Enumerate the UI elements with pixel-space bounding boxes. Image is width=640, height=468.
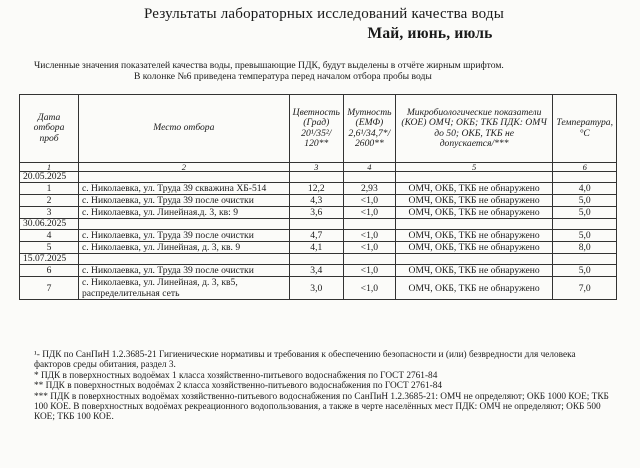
turbidity-value: <1,0 (343, 265, 395, 277)
sample-date: 30.06.2025 (20, 219, 79, 230)
footnote-1: ¹- ПДК по СанПиН 1.2.3685-21 Гигиенические нормативы и требования к обеспечению безопасности и (или) безвредности для человека факторов среды обитания, раздел 3. (34, 350, 576, 371)
intro-text (34, 60, 624, 82)
turbidity-value: 2,93 (343, 183, 395, 195)
table-row (20, 183, 617, 195)
turbidity-value: <1,0 (343, 230, 395, 242)
row-number: 2 (20, 195, 79, 207)
empty-cell (343, 219, 395, 230)
empty-cell (289, 254, 343, 265)
empty-cell (553, 219, 617, 230)
empty-cell (78, 219, 289, 230)
report-title-line1: Результаты лабораторных исследований качества воды (143, 6, 505, 22)
turbidity-value: <1,0 (343, 207, 395, 219)
header-color: Цветность (Град) 20¹/35²/ 120** (289, 95, 343, 163)
table-row (20, 242, 617, 254)
temp-value: 5,0 (553, 230, 617, 242)
sample-place: с. Николаевка, ул. Линейная, д. 3, кв5, распределительная сеть (78, 277, 289, 300)
micro-value: ОМЧ, ОКБ, ТКБ не обнаружено (395, 195, 553, 207)
color-value: 4,3 (289, 195, 343, 207)
intro-line2: В колонке №6 приведена температура перед началом отбора пробы воды (134, 71, 432, 82)
temp-value: 4,0 (553, 183, 617, 195)
table-row (20, 230, 617, 242)
col-number: 4 (343, 163, 395, 172)
turbidity-value: <1,0 (343, 277, 395, 300)
row-number: 1 (20, 183, 79, 195)
micro-value: ОМЧ, ОКБ, ТКБ не обнаружено (395, 277, 553, 300)
sample-place: с. Николаевка, ул. Линейная, д. 3, кв. 9 (78, 242, 289, 254)
row-number: 3 (20, 207, 79, 219)
color-value: 12,2 (289, 183, 343, 195)
date-row (20, 254, 617, 265)
header-micro: Микробиологические показатели (КОЕ) ОМЧ; ОКБ; ТКБ ПДК: ОМЧ до 50; ОКБ, ТКБ не допускается/*** (395, 95, 553, 163)
micro-value: ОМЧ, ОКБ, ТКБ не обнаружено (395, 207, 553, 219)
empty-cell (78, 254, 289, 265)
table-body (20, 163, 617, 300)
temp-value: 7,0 (553, 277, 617, 300)
col-number: 6 (553, 163, 617, 172)
temp-value: 5,0 (553, 207, 617, 219)
empty-cell (289, 172, 343, 183)
empty-cell (343, 172, 395, 183)
header-date: Дата отбора проб (20, 95, 79, 163)
col-number: 3 (289, 163, 343, 172)
row-number: 7 (20, 277, 79, 300)
table-row (20, 195, 617, 207)
empty-cell (343, 254, 395, 265)
table-row (20, 207, 617, 219)
col-number: 2 (78, 163, 289, 172)
footnote-2: * ПДК в поверхностных водоёмах 1 класса хозяйственно-питьевого водоснабжения по ГОСТ 2761-84 (34, 370, 438, 381)
row-number: 5 (20, 242, 79, 254)
empty-cell (395, 254, 553, 265)
color-value: 4,7 (289, 230, 343, 242)
micro-value: ОМЧ, ОКБ, ТКБ не обнаружено (395, 242, 553, 254)
table-row (20, 277, 617, 300)
results-table (19, 94, 617, 300)
sample-place: с. Николаевка, ул. Труда 39 скважина ХБ-514 (78, 183, 289, 195)
color-value: 3,0 (289, 277, 343, 300)
temp-value: 5,0 (553, 195, 617, 207)
report-title-line2: Май, июнь, июль (367, 25, 493, 42)
table-header-row (20, 95, 617, 163)
date-row (20, 172, 617, 183)
table-row (20, 265, 617, 277)
color-value: 3,4 (289, 265, 343, 277)
row-number: 6 (20, 265, 79, 277)
color-value: 4,1 (289, 242, 343, 254)
header-temp: Температура, °С (553, 95, 617, 163)
sample-date: 20.05.2025 (20, 172, 79, 183)
footnote-4: *** ПДК в поверхностных водоёмах хозяйственно-питьевого водоснабжения по СанПиН 1.2.3685-21: ОМЧ не определяют; ОКБ 1000 КОЕ; ТКБ 100 КОЕ. В поверхностных водоёмах рекреационного водопользования, а также в черте населённых мест ПДК: ОМЧ не определяют; ОКБ 500 КОЕ; ТКБ 100 КОЕ. (34, 391, 609, 423)
date-row (20, 219, 617, 230)
header-place: Место отбора (78, 95, 289, 163)
temp-value: 8,0 (553, 242, 617, 254)
empty-cell (553, 172, 617, 183)
empty-cell (553, 254, 617, 265)
empty-cell (395, 219, 553, 230)
sample-place: с. Николаевка, ул. Труда 39 после очистки (78, 195, 289, 207)
empty-cell (78, 172, 289, 183)
sample-date: 15.07.2025 (20, 254, 79, 265)
color-value: 3,6 (289, 207, 343, 219)
micro-value: ОМЧ, ОКБ, ТКБ не обнаружено (395, 265, 553, 277)
footnotes (34, 350, 614, 423)
micro-value: ОМЧ, ОКБ, ТКБ не обнаружено (395, 230, 553, 242)
col-number: 1 (20, 163, 79, 172)
micro-value: ОМЧ, ОКБ, ТКБ не обнаружено (395, 183, 553, 195)
empty-cell (395, 172, 553, 183)
col-number: 5 (395, 163, 553, 172)
empty-cell (289, 219, 343, 230)
header-turbidity: Мутность (ЕМФ) 2,6¹/34,7*/ 2600** (343, 95, 395, 163)
row-number: 4 (20, 230, 79, 242)
footnote-3: ** ПДК в поверхностных водоёмах 2 класса хозяйственно-питьевого водоснабжения по ГОСТ 2761-84 (34, 381, 442, 392)
sample-place: с. Николаевка, ул. Труда 39 после очистки (78, 230, 289, 242)
sample-place: с. Николаевка, ул. Труда 39 после очистки (78, 265, 289, 277)
turbidity-value: <1,0 (343, 242, 395, 254)
temp-value: 5,0 (553, 265, 617, 277)
intro-line1: Численные значения показателей качества воды, превышающие ПДК, будут выделены в отчёте жирным шрифтом. (34, 60, 504, 71)
sample-place: с. Николаевка, ул. Линейная.д. 3, кв: 9 (78, 207, 289, 219)
report-title (0, 6, 640, 43)
turbidity-value: <1,0 (343, 195, 395, 207)
column-number-row (20, 163, 617, 172)
